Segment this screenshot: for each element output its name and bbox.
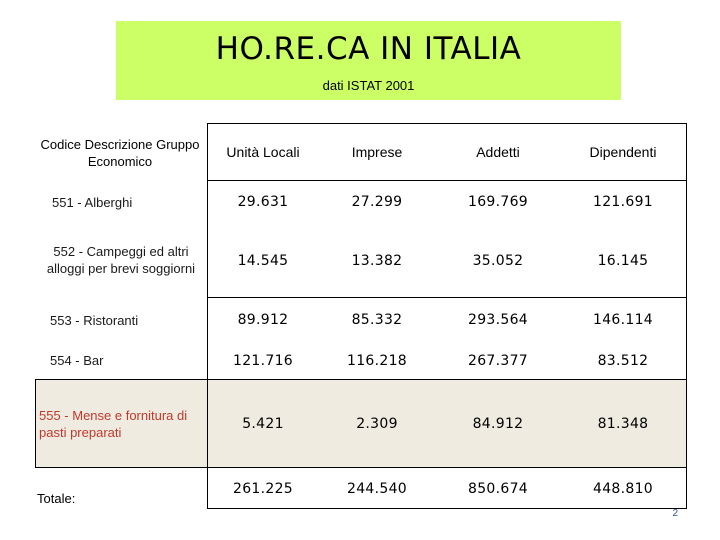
table-cell: 35.052: [472, 253, 524, 269]
row-label-campeggi: 552 - Campeggi ed altri alloggi per brevi soggiorni: [46, 244, 196, 276]
table-cell: 89.912: [237, 312, 289, 328]
page-number: 2: [672, 508, 678, 519]
table-cell: 83.512: [597, 353, 649, 369]
row-label-totale: Totale:: [37, 490, 76, 506]
table-cell: 267.377: [468, 353, 528, 369]
table-cell: 29.631: [237, 194, 289, 210]
header-codice: Codice Descrizione Gruppo Economico: [40, 137, 200, 169]
table-cell: 27.299: [351, 194, 403, 210]
row-label-bar: 554 - Bar: [50, 352, 104, 368]
page-subtitle: dati ISTAT 2001: [322, 78, 415, 93]
table-cell: 146.114: [593, 312, 653, 328]
header-divider: [207, 180, 687, 181]
table-cell: 2.309: [356, 416, 398, 432]
table-cell: 13.382: [351, 253, 403, 269]
header-addetti: Addetti: [476, 144, 520, 160]
title-banner: [116, 21, 621, 100]
row-divider: [35, 467, 687, 468]
row-divider: [35, 379, 687, 380]
table-border-right: [686, 123, 687, 509]
page-title: HO.RE.CA IN ITALIA: [215, 31, 522, 67]
table-border-left: [35, 379, 36, 468]
row-divider: [207, 297, 687, 298]
row-label-ristoranti: 553 - Ristoranti: [50, 312, 139, 328]
table-cell: 169.769: [468, 194, 528, 210]
table-cell: 84.912: [472, 416, 524, 432]
table-cell: 121.716: [233, 353, 293, 369]
table-cell: 5.421: [242, 416, 284, 432]
total-cell: 448.810: [593, 481, 653, 497]
row-label-mense: 555 - Mense e fornitura di pasti preparati: [39, 408, 188, 440]
table-cell: 85.332: [351, 312, 403, 328]
table-cell: 116.218: [347, 353, 407, 369]
table-cell: 14.545: [237, 253, 289, 269]
header-dipendenti: Dipendenti: [589, 144, 657, 160]
header-unita-locali: Unità Locali: [226, 144, 300, 160]
total-cell: 244.540: [347, 481, 407, 497]
row-label-alberghi: 551 - Alberghi: [52, 194, 133, 210]
table-cell: 121.691: [593, 194, 653, 210]
total-cell: 850.674: [468, 481, 528, 497]
table-cell: 293.564: [468, 312, 528, 328]
total-cell: 261.225: [233, 481, 293, 497]
table-border-bottom: [207, 508, 687, 509]
table-cell: 81.348: [597, 416, 649, 432]
table-cell: 16.145: [597, 253, 649, 269]
header-imprese: Imprese: [351, 144, 403, 160]
